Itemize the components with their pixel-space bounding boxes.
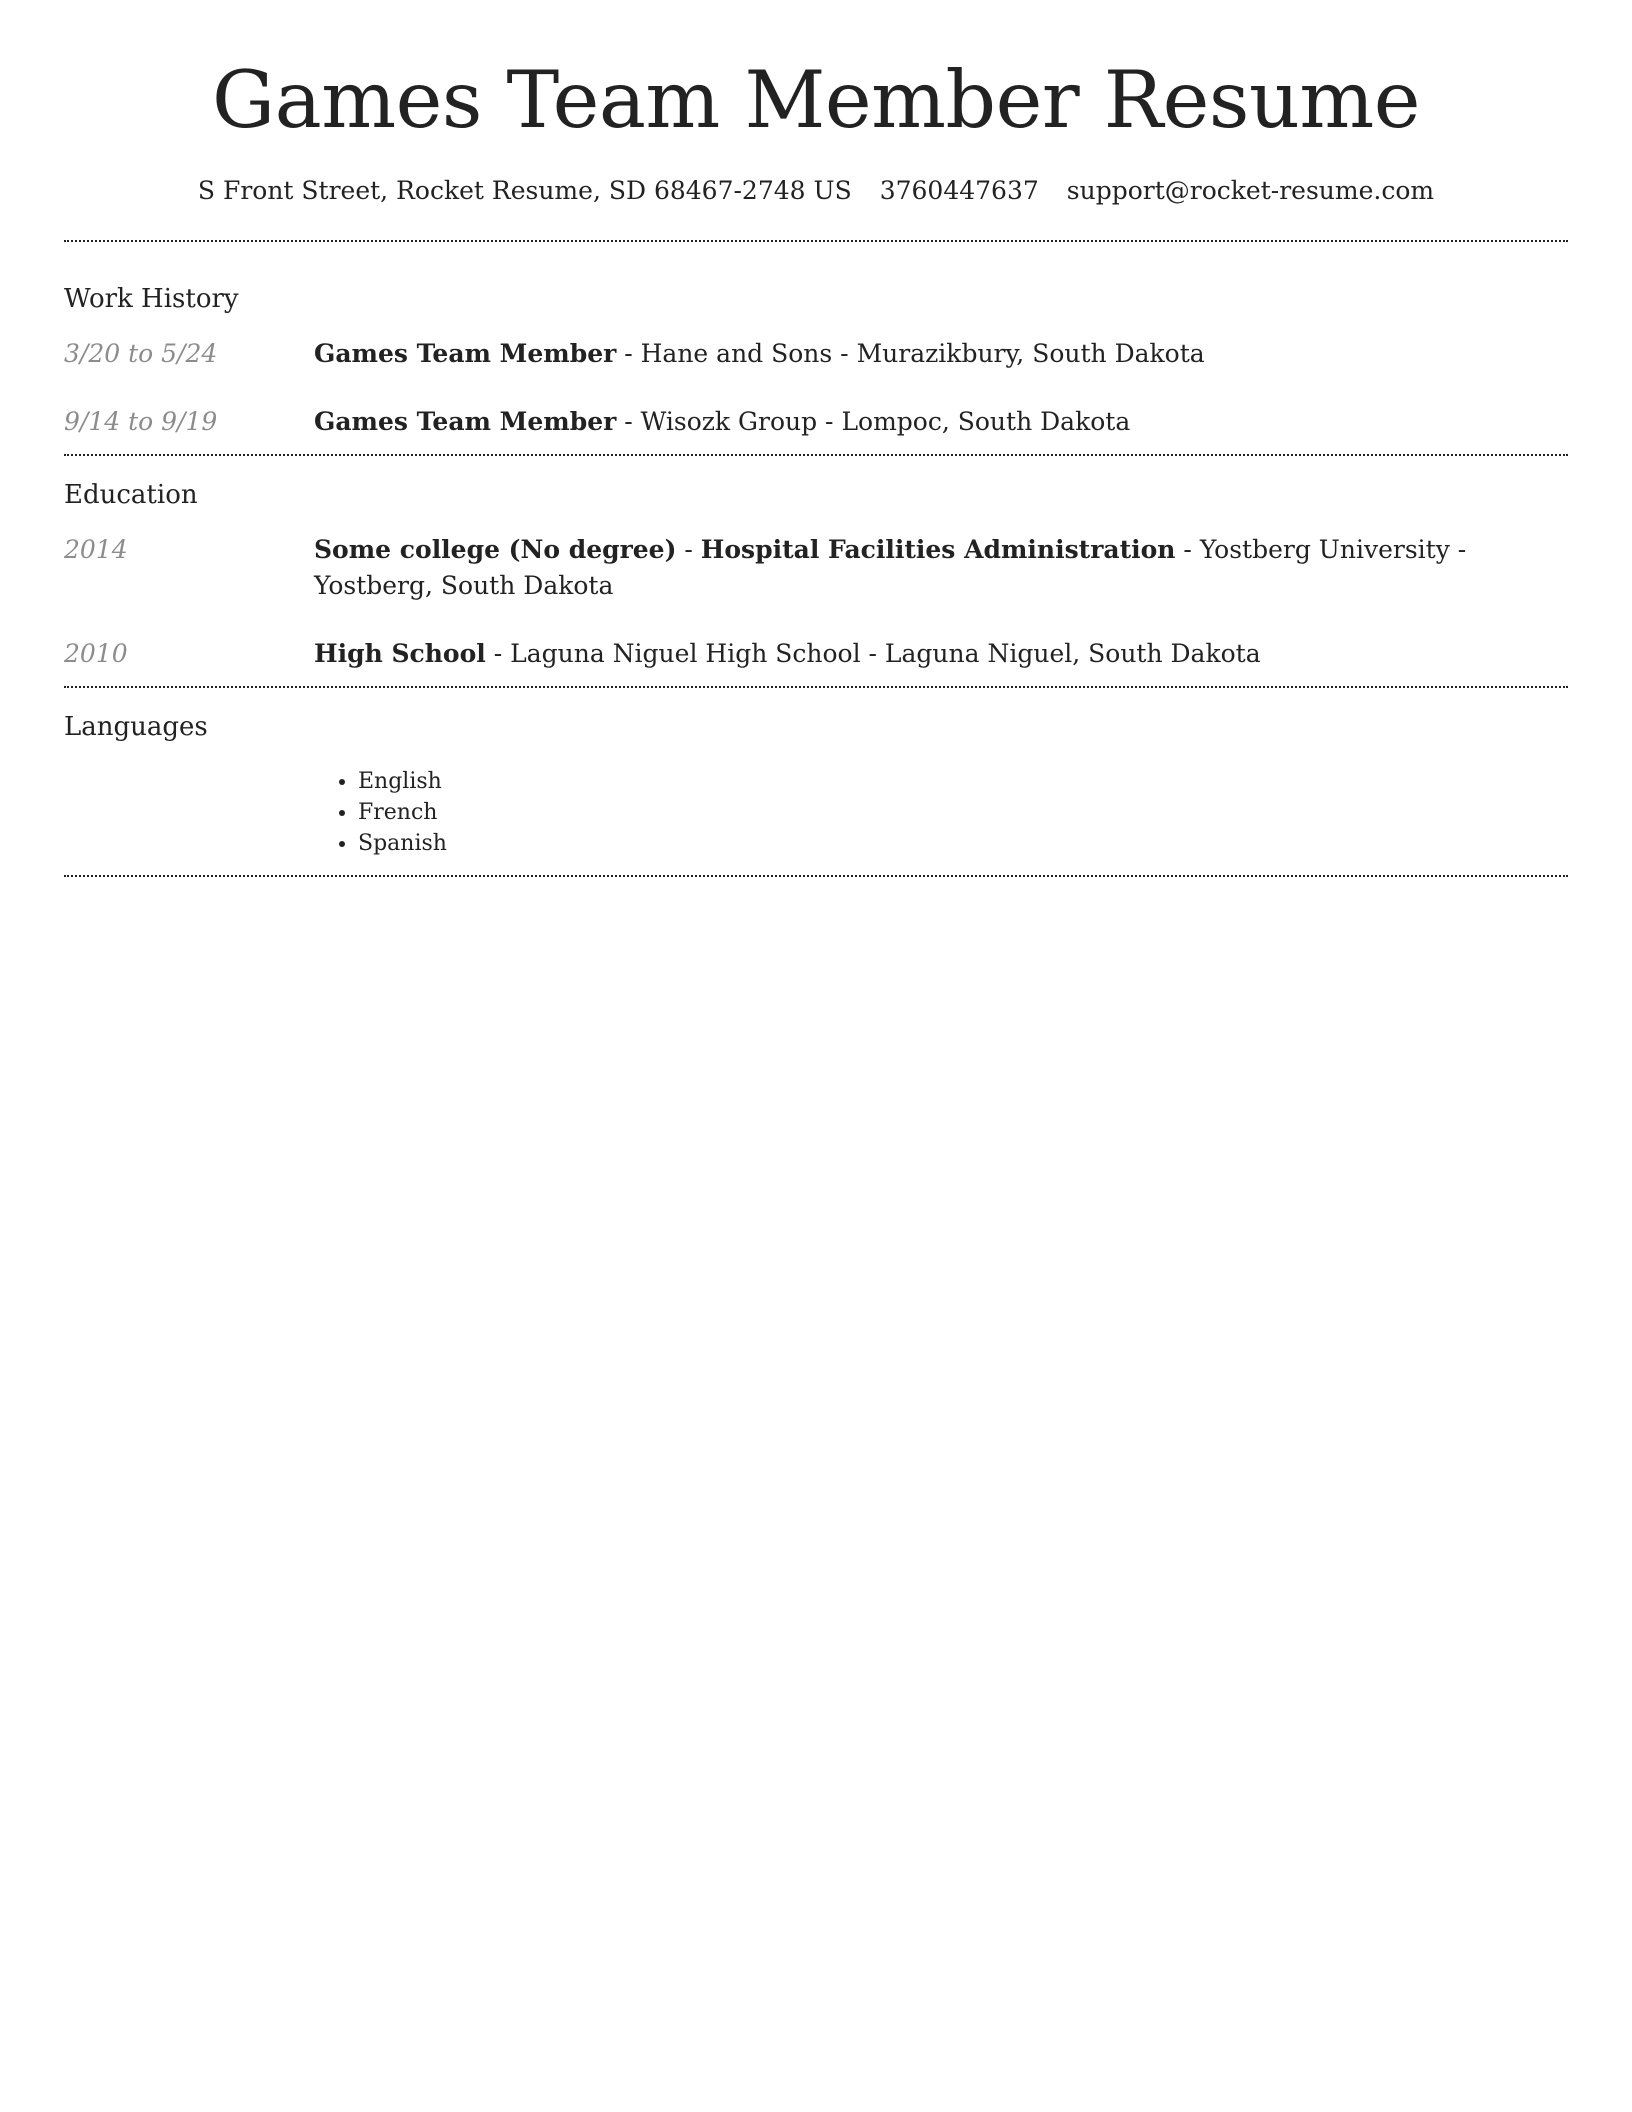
education-section bbox=[64, 478, 1568, 686]
resume-page bbox=[64, 0, 1568, 877]
education-entry bbox=[64, 636, 1568, 672]
work-history-section bbox=[64, 282, 1568, 454]
education-separator: - bbox=[676, 535, 701, 564]
phone-text: 3760447637 bbox=[879, 176, 1039, 205]
work-entry bbox=[64, 404, 1568, 440]
work-detail: - Wisozk Group - Lompoc, South Dakota bbox=[616, 407, 1131, 436]
work-detail: - Hane and Sons - Murazikbury, South Dakota bbox=[616, 339, 1205, 368]
work-role: Games Team Member bbox=[314, 339, 617, 368]
education-description bbox=[314, 636, 1568, 672]
section-divider bbox=[64, 240, 1568, 242]
education-field: Hospital Facilities Administration bbox=[700, 535, 1176, 564]
languages-heading: Languages bbox=[64, 712, 208, 742]
languages-list bbox=[64, 766, 1568, 859]
education-heading: Education bbox=[64, 480, 198, 510]
work-description bbox=[314, 336, 1568, 372]
education-year: 2010 bbox=[64, 639, 128, 668]
address-text: S Front Street, Rocket Resume, SD 68467-2748 US bbox=[197, 176, 852, 205]
email-text: support@rocket-resume.com bbox=[1066, 176, 1435, 205]
work-dates: 9/14 to 9/19 bbox=[64, 407, 218, 436]
page-title: Games Team Member Resume bbox=[211, 54, 1421, 146]
work-dates: 3/20 to 5/24 bbox=[64, 339, 218, 368]
work-entry bbox=[64, 336, 1568, 372]
education-degree: High School bbox=[314, 639, 486, 668]
work-description bbox=[314, 404, 1568, 440]
language-item: • Spanish bbox=[358, 828, 1568, 859]
education-detail: - Yostberg University - Yostberg, South Dakota bbox=[314, 535, 1467, 600]
education-degree: Some college (No degree) bbox=[314, 535, 677, 564]
work-history-list bbox=[64, 336, 1568, 454]
education-detail: - Laguna Niguel High School - Laguna Niguel, South Dakota bbox=[485, 639, 1261, 668]
section-divider bbox=[64, 686, 1568, 688]
language-item: • English bbox=[358, 766, 1568, 797]
education-list bbox=[64, 532, 1568, 686]
section-divider bbox=[64, 875, 1568, 877]
contact-line bbox=[64, 174, 1568, 208]
languages-section bbox=[64, 710, 1568, 875]
work-history-heading: Work History bbox=[64, 284, 239, 314]
language-item: • French bbox=[358, 797, 1568, 828]
section-divider bbox=[64, 454, 1568, 456]
education-description bbox=[314, 532, 1568, 604]
education-entry bbox=[64, 532, 1568, 604]
education-year: 2014 bbox=[64, 535, 128, 564]
work-role: Games Team Member bbox=[314, 407, 617, 436]
